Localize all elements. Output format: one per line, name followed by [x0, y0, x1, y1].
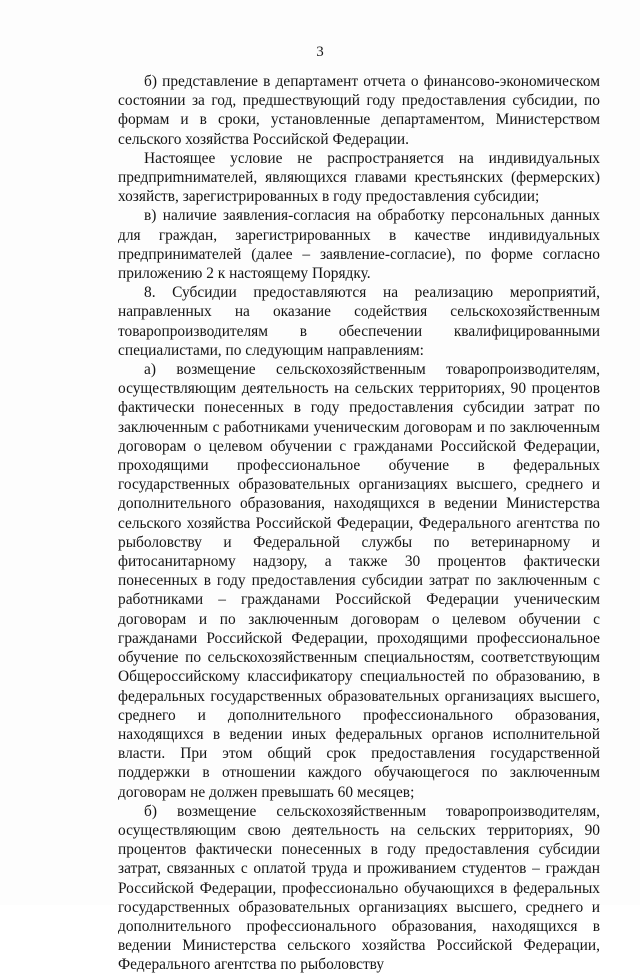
paragraph-a-reimbursement: а) возмещение сельскохозяйственным товаропроизводителям, осуществляющим деятельность на сельских территориях, 90 процентов фактически понесенных в году предоставления субсидии затрат по заключенным с работниками ученическим договорам и по заключенным договорам о целевом обучении с гражданами Российской Федерации, проходящими профессиональное обучение в федеральных государственных образовательных организациях высшего, среднего и дополнительного образования, находящихся в ведении Министерства сельского хозяйства Российской Федерации, Федерального агентства по рыболовству и Федеральной службы по ветеринарному и фитосанитарному надзору, а также 30 процентов фактически понесенных в году предоставления субсидии затрат по заключенным с работниками – гражданами Российской Федерации ученическим договорам и по заключенным договорам о целевом обучении с гражданами Российской Федерации, проходящими профессиональное обучение по сельскохозяйственным специальностям, соответствующим Общероссийскому классификатору специальностей по образованию, в федеральных государственных образовательных организациях высшего, среднего и дополнительного профессионального образования, находящихся в ведении иных федеральных органов исполнительной власти. При этом общий срок предоставления государственной поддержки в отношении каждого обучающегося по заключенным договорам не должен превышать 60 месяцев; — [118, 361, 600, 801]
document-body — [118, 72, 600, 975]
paragraph-8-subsidies: 8. Субсидии предоставляются на реализацию мероприятий, направленных на оказание содействия сельскохозяйственным товаропроизводителям в обеспечении квалифицированными специалистами, по следующим направлениям: — [118, 284, 600, 359]
paragraph-b-report: б) представление в департамент отчета о финансово-экономическом состоянии за год, предшествующий году предоставления субсидии, по формам и в сроки, установленные департаментом, Министерством сельского хозяйства Российской Федерации. — [118, 73, 600, 148]
paragraph-b-students: б) возмещение сельскохозяйственным товаропроизводителям, осуществляющим свою деятельность на сельских территориях, 90 процентов фактически понесенных в году предоставления субсидии затрат, связанных с оплатой труда и проживанием студентов – граждан Российской Федерации, профессионально обучающихся в федеральных государственных образовательных организациях высшего, среднего и дополнительного профессионального образования, находящихся в ведении Министерства сельского хозяйства Российской Федерации, Федерального агентства по рыболовству — [118, 802, 600, 974]
paragraph-condition-note: Настоящее условие не распространяется на индивидуальных предприmнимателей, являющихся главами крестьянских (фермерских) хозяйств, зарегистрированных в году предоставления субсидии; — [118, 149, 600, 206]
paragraph-v-consent: в) наличие заявления-согласия на обработку персональных данных для граждан, зарегистрированных в качестве индивидуальных предпринимателей (далее – заявление-согласие), по форме согласно приложению 2 к настоящему Порядку. — [118, 207, 600, 283]
page-number: 3 — [316, 44, 324, 60]
